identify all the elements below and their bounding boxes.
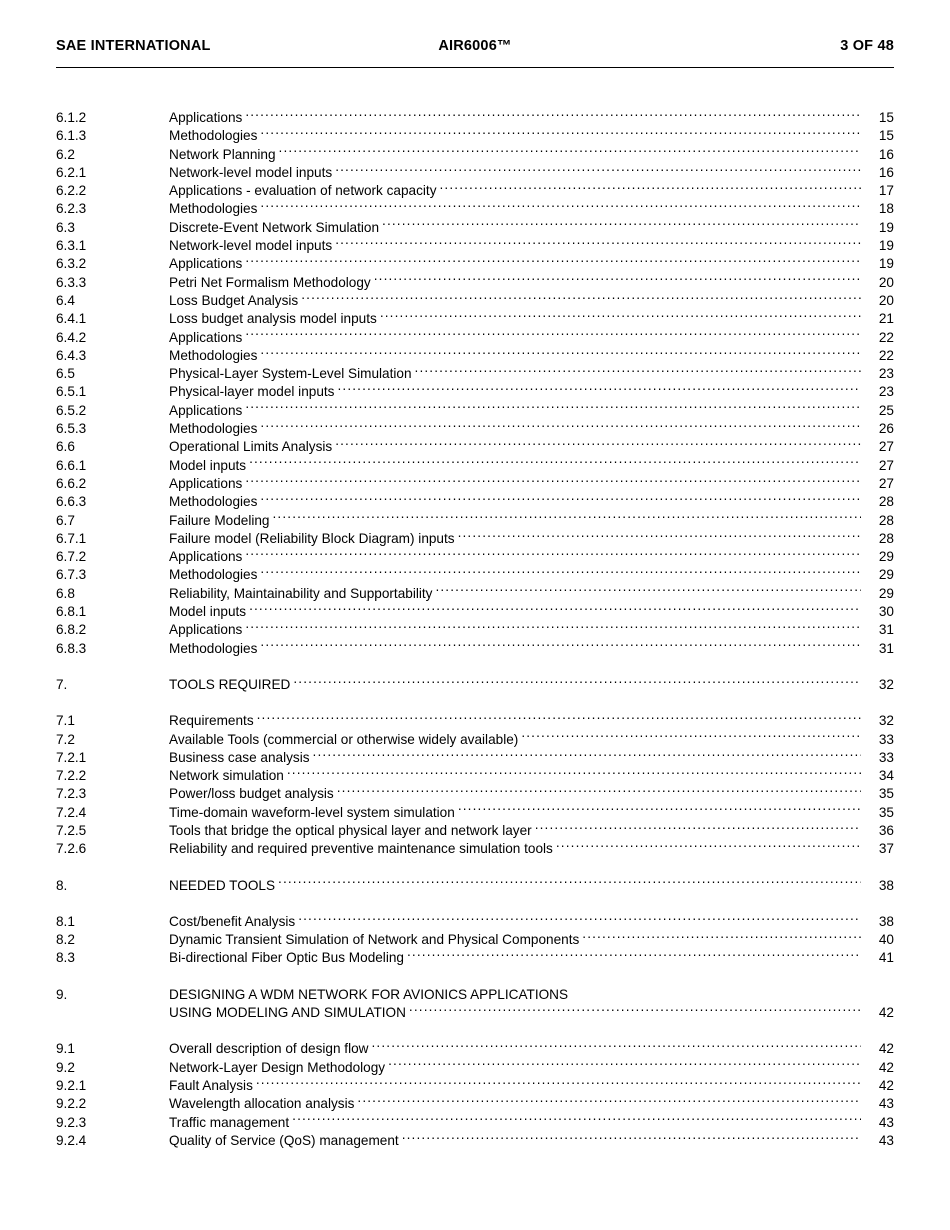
- toc-entry-title: Applications: [169, 110, 243, 125]
- toc-entry-title: Applications: [169, 622, 243, 638]
- toc-entry-page: 42: [878, 1077, 894, 1093]
- toc-leader-dots: [415, 364, 861, 378]
- header-divider: [56, 67, 894, 68]
- toc-entry[interactable]: [56, 236, 894, 254]
- toc-entry-page: 28: [878, 512, 894, 528]
- toc-entry-number: 6.4: [56, 292, 75, 308]
- toc-entry-title: Physical-Layer System-Level Simulation: [169, 366, 412, 382]
- toc-leader-dots: [245, 401, 861, 415]
- header-page-indicator: 3 OF 48: [840, 38, 894, 54]
- toc-entry-number: 7.: [56, 676, 68, 692]
- toc-entry-number: 6.3: [56, 219, 75, 235]
- toc-entry-page: 21: [878, 311, 894, 327]
- toc-entry-title: Methodologies: [169, 201, 258, 217]
- page-header: [56, 38, 894, 62]
- toc-entry[interactable]: [56, 181, 894, 199]
- toc-entry-page: 18: [878, 201, 894, 217]
- toc-entry[interactable]: [56, 639, 894, 657]
- toc-entry[interactable]: [56, 419, 894, 437]
- toc-entry[interactable]: [56, 711, 894, 729]
- toc-entry[interactable]: [56, 1113, 894, 1131]
- toc-leader-dots: [458, 529, 861, 543]
- toc-entry-number: 7.2: [56, 731, 75, 747]
- toc-entry-page: 15: [878, 110, 894, 125]
- toc-entry-page: 35: [878, 786, 894, 802]
- toc-entry-title: Methodologies: [169, 640, 258, 656]
- toc-entry-number: 6.1.3: [56, 128, 87, 144]
- toc-leader-dots: [287, 766, 861, 780]
- toc-entry-number: 6.2.3: [56, 201, 87, 217]
- toc-entry[interactable]: [56, 1131, 894, 1149]
- toc-leader-dots: [245, 108, 861, 122]
- toc-leader-dots: [298, 912, 861, 926]
- toc-entry-number: 6.3.3: [56, 274, 87, 290]
- toc-leader-dots: [245, 547, 861, 561]
- toc-entry[interactable]: [56, 584, 894, 602]
- toc-entry-number: 6.3.1: [56, 238, 87, 254]
- toc-entry-title: Methodologies: [169, 347, 258, 363]
- toc-entry-page: 27: [878, 457, 894, 473]
- toc-entry-title: Loss budget analysis model inputs: [169, 311, 377, 327]
- toc-entry-page: 33: [878, 749, 894, 765]
- toc-leader-dots: [249, 456, 861, 470]
- toc-entry-title: Overall description of design flow: [169, 1041, 369, 1057]
- toc-entry-number: 6.8.1: [56, 604, 87, 620]
- toc-entry-number: 7.2.3: [56, 786, 87, 802]
- toc-leader-dots: [245, 620, 861, 634]
- toc-entry[interactable]: [56, 382, 894, 400]
- toc-leader-dots: [245, 328, 861, 342]
- toc-leader-dots: [535, 821, 861, 835]
- toc-entry[interactable]: [56, 620, 894, 638]
- toc-entry-page: 33: [878, 731, 894, 747]
- toc-entry-number: 6.1.2: [56, 110, 87, 125]
- toc-entry-title: Model inputs: [169, 604, 247, 620]
- toc-entry-page: 36: [878, 822, 894, 838]
- toc-entry-page: 37: [878, 841, 894, 857]
- toc-entry[interactable]: [56, 565, 894, 583]
- toc-entry-number: 9.2.4: [56, 1132, 87, 1148]
- toc-entry-number: 6.7: [56, 512, 75, 528]
- toc-entry[interactable]: [56, 930, 894, 948]
- toc-entry-number: 9.2.1: [56, 1077, 87, 1093]
- toc-entry-number: 6.2.2: [56, 183, 87, 199]
- toc-entry-number: 6.3.2: [56, 256, 87, 272]
- toc-entry-title: Wavelength allocation analysis: [169, 1096, 355, 1112]
- toc-entry-title: Network-level model inputs: [169, 238, 333, 254]
- toc-entry[interactable]: [56, 218, 894, 236]
- toc-entry-number: 6.5.1: [56, 384, 87, 400]
- toc-entry[interactable]: [56, 784, 894, 802]
- toc-entry-title: Time-domain waveform-level system simulation: [169, 804, 455, 820]
- toc-entry-number: 6.8.3: [56, 640, 87, 656]
- toc-entry-title: DESIGNING A WDM NETWORK FOR AVIONICS APPLICATIONS: [169, 986, 569, 1002]
- toc-entry-number: 7.2.5: [56, 822, 87, 838]
- toc-entry-page: 22: [878, 329, 894, 345]
- toc-entry[interactable]: [56, 474, 894, 492]
- toc-entry-title: Failure Modeling: [169, 512, 270, 528]
- toc-entry-page: 23: [878, 366, 894, 382]
- toc-entry-number: 8.3: [56, 950, 75, 966]
- toc-entry-page: 20: [878, 274, 894, 290]
- toc-leader-dots: [409, 1003, 861, 1017]
- toc-leader-dots: [337, 784, 861, 798]
- toc-entry[interactable]: [56, 199, 894, 217]
- toc-entry-page: 16: [878, 164, 894, 180]
- toc-leader-dots: [440, 181, 862, 195]
- toc-entry-number: 6.5.3: [56, 421, 87, 437]
- toc-entry-number: 6.5.2: [56, 402, 87, 418]
- toc-leader-dots: [380, 309, 861, 323]
- toc-leader-dots: [374, 273, 861, 287]
- toc-leader-dots: [388, 1058, 861, 1072]
- toc-entry-title: Loss Budget Analysis: [169, 292, 299, 308]
- toc-entry-title: Applications: [169, 549, 243, 565]
- toc-entry-title: Operational Limits Analysis: [169, 439, 333, 455]
- toc-leader-dots: [313, 748, 861, 762]
- toc-entry-number: 8.: [56, 877, 68, 893]
- toc-entry-page: 38: [878, 913, 894, 929]
- toc-entry-number: 9.1: [56, 1041, 75, 1057]
- toc-leader-dots: [335, 236, 861, 250]
- toc-entry-page: 31: [878, 622, 894, 638]
- toc-leader-dots: [279, 145, 861, 159]
- toc-entry-number: 6.7.3: [56, 567, 87, 583]
- toc-entry-page: 23: [878, 384, 894, 400]
- toc-entry-number: 6.8: [56, 585, 75, 601]
- toc-entry-number: 6.6.2: [56, 475, 87, 491]
- toc-entry-page: 27: [878, 439, 894, 455]
- toc-leader-dots: [245, 474, 861, 488]
- toc-entry-number: 8.2: [56, 932, 75, 948]
- toc-leader-dots: [260, 419, 861, 433]
- toc-entry[interactable]: [56, 456, 894, 474]
- toc-entry-title: Petri Net Formalism Methodology: [169, 274, 371, 290]
- toc-entry[interactable]: [56, 309, 894, 327]
- toc-entry-title: Methodologies: [169, 494, 258, 510]
- toc-entry-title: Network-Layer Design Methodology: [169, 1059, 386, 1075]
- toc-leader-dots: [256, 1076, 861, 1090]
- toc-entry-number: 6.2.1: [56, 164, 87, 180]
- toc-entry-title: Network Planning: [169, 146, 276, 162]
- toc-entry-page: 40: [878, 932, 894, 948]
- toc-entry[interactable]: [56, 401, 894, 419]
- toc-entry-title: Cost/benefit Analysis: [169, 913, 296, 929]
- toc-entry-page: 42: [878, 1059, 894, 1075]
- toc-entry-title: Methodologies: [169, 567, 258, 583]
- toc-leader-dots: [292, 1113, 861, 1127]
- toc-entry-page: 16: [878, 146, 894, 162]
- toc-entry-title: Model inputs: [169, 457, 247, 473]
- toc-entry[interactable]: [56, 108, 894, 126]
- toc-leader-dots: [371, 1039, 861, 1053]
- toc-entry-number: 7.1: [56, 713, 75, 729]
- toc-entry-title: Reliability, Maintainability and Supportability: [169, 585, 433, 601]
- toc-entry-page: 41: [878, 950, 894, 966]
- toc-entry-page: 34: [878, 768, 894, 784]
- toc-entry-page: 32: [878, 676, 894, 692]
- toc-entry[interactable]: [56, 912, 894, 930]
- toc-entry[interactable]: [56, 1058, 894, 1076]
- toc-entry[interactable]: [56, 346, 894, 364]
- toc-entry[interactable]: [56, 437, 894, 455]
- toc-entry-title: TOOLS REQUIRED: [169, 676, 291, 692]
- toc-entry-page: 28: [878, 530, 894, 546]
- toc-entry-page: 19: [878, 256, 894, 272]
- toc-entry-number: 7.2.2: [56, 768, 87, 784]
- toc-leader-dots: [249, 602, 861, 616]
- toc-entry-page: 19: [878, 219, 894, 235]
- toc-entry-number: 7.2.4: [56, 804, 87, 820]
- toc-leader-dots: [293, 675, 861, 689]
- toc-entry-title: Reliability and required preventive maintenance simulation tools: [169, 841, 553, 857]
- toc-entry[interactable]: [56, 730, 894, 748]
- toc-entry-number: 8.1: [56, 913, 75, 929]
- toc-entry[interactable]: [56, 529, 894, 547]
- toc-entry-page: 43: [878, 1096, 894, 1112]
- toc-entry[interactable]: [56, 547, 894, 565]
- toc-entry[interactable]: [56, 145, 894, 163]
- toc-entry[interactable]: [56, 766, 894, 784]
- toc-entry-number: 7.2.6: [56, 841, 87, 857]
- toc-entry[interactable]: [56, 948, 894, 966]
- toc-leader-dots: [260, 126, 861, 140]
- toc-entry-title: Physical-layer model inputs: [169, 384, 335, 400]
- toc-entry-page: 42: [878, 1005, 894, 1021]
- toc-leader-dots: [402, 1131, 861, 1145]
- toc-entry-page: 32: [878, 713, 894, 729]
- toc-leader-dots: [278, 876, 861, 890]
- toc-entry-title: Fault Analysis: [169, 1077, 253, 1093]
- toc-entry-page: 29: [878, 549, 894, 565]
- toc-entry-number: 6.4.1: [56, 311, 87, 327]
- toc-entry-page: 43: [878, 1132, 894, 1148]
- toc-entry-title: NEEDED TOOLS: [169, 877, 276, 893]
- toc-entry[interactable]: [56, 675, 894, 693]
- toc-entry[interactable]: [56, 876, 894, 894]
- toc-entry-title: Applications: [169, 256, 243, 272]
- toc-entry-number: 6.6.1: [56, 457, 87, 473]
- toc-leader-dots: [582, 930, 861, 944]
- toc-entry[interactable]: [56, 602, 894, 620]
- toc-entry-title: Available Tools (commercial or otherwise widely available): [169, 731, 519, 747]
- toc-entry-page: 27: [878, 475, 894, 491]
- toc-entry-title: Traffic management: [169, 1114, 290, 1130]
- toc-entry[interactable]: [56, 1094, 894, 1112]
- toc-entry-page: 25: [878, 402, 894, 418]
- toc-entry-title: Discrete-Event Network Simulation: [169, 219, 380, 235]
- toc-entry-number: 9.: [56, 986, 68, 1002]
- toc-leader-dots: [458, 803, 861, 817]
- toc-entry-page: 42: [878, 1041, 894, 1057]
- toc-entry-page: 29: [878, 567, 894, 583]
- toc-entry-page: 28: [878, 494, 894, 510]
- toc-entry-title: Failure model (Reliability Block Diagram) inputs: [169, 530, 455, 546]
- toc-entry-number: 6.2: [56, 146, 75, 162]
- toc-leader-dots: [335, 437, 861, 451]
- toc-entry[interactable]: [56, 126, 894, 144]
- toc-leader-dots: [556, 839, 861, 853]
- toc-entry-page: 19: [878, 238, 894, 254]
- toc-leader-dots: [260, 346, 861, 360]
- toc-entry-page: 22: [878, 347, 894, 363]
- toc-entry-number: 6.7.2: [56, 549, 87, 565]
- toc-entry-page: 38: [878, 877, 894, 893]
- toc-entry[interactable]: [56, 291, 894, 309]
- toc-entry-number: 7.2.1: [56, 749, 87, 765]
- toc-entry-page: 20: [878, 292, 894, 308]
- toc-entry-title: Applications: [169, 475, 243, 491]
- toc-entry-title: USING MODELING AND SIMULATION: [169, 1005, 406, 1021]
- toc-entry-page: 31: [878, 640, 894, 656]
- toc-leader-dots: [301, 291, 861, 305]
- toc-entry-number: 6.4.2: [56, 329, 87, 345]
- toc-entry[interactable]: [56, 273, 894, 291]
- toc-leader-dots: [382, 218, 861, 232]
- toc-entry[interactable]: [56, 985, 894, 1003]
- toc-entry-number: 6.7.1: [56, 530, 87, 546]
- toc-entry-title: Methodologies: [169, 421, 258, 437]
- toc-entry-page: 26: [878, 421, 894, 437]
- toc-entry-number: 6.8.2: [56, 622, 87, 638]
- toc-entry-page: 43: [878, 1114, 894, 1130]
- toc-entry-page: 17: [878, 183, 894, 199]
- toc-entry[interactable]: [56, 1076, 894, 1094]
- toc-leader-dots: [260, 199, 861, 213]
- toc-entry[interactable]: [56, 328, 894, 346]
- header-document-id: AIR6006™: [438, 38, 512, 54]
- toc-entry-title: Methodologies: [169, 128, 258, 144]
- toc-entry-title: Dynamic Transient Simulation of Network and Physical Components: [169, 932, 580, 948]
- toc-entry[interactable]: [56, 163, 894, 181]
- toc-entry-page: 15: [878, 128, 894, 144]
- toc-entry-title: Business case analysis: [169, 749, 310, 765]
- toc-entry-number: 6.5: [56, 366, 75, 382]
- toc-entry-page: 30: [878, 604, 894, 620]
- toc-entry-title: Requirements: [169, 713, 254, 729]
- toc-entry[interactable]: [56, 839, 894, 857]
- toc-leader-dots: [521, 730, 861, 744]
- toc-leader-dots: [260, 565, 861, 579]
- toc-leader-dots: [407, 948, 861, 962]
- toc-entry-number: 6.6: [56, 439, 75, 455]
- toc-entry[interactable]: [56, 492, 894, 510]
- toc-entry-number: 9.2.2: [56, 1096, 87, 1112]
- toc-entry-title: Power/loss budget analysis: [169, 786, 334, 802]
- toc-leader-dots: [260, 639, 861, 653]
- toc-entry[interactable]: [56, 1039, 894, 1057]
- toc-entry-page: 35: [878, 804, 894, 820]
- table-of-contents: [56, 108, 894, 1149]
- toc-entry-number: 9.2: [56, 1059, 75, 1075]
- toc-entry[interactable]: [56, 803, 894, 821]
- toc-entry-number: 6.4.3: [56, 347, 87, 363]
- toc-leader-dots: [435, 584, 861, 598]
- toc-entry-title: Bi-directional Fiber Optic Bus Modeling: [169, 950, 404, 966]
- toc-entry[interactable]: [56, 748, 894, 766]
- toc-entry-title: Applications: [169, 329, 243, 345]
- toc-leader-dots: [335, 163, 861, 177]
- toc-entry-title: Network simulation: [169, 768, 284, 784]
- toc-entry[interactable]: [56, 821, 894, 839]
- toc-entry-number: 9.2.3: [56, 1114, 87, 1130]
- toc-leader-dots: [357, 1094, 861, 1108]
- header-organization: SAE INTERNATIONAL: [56, 38, 211, 54]
- toc-leader-dots: [337, 382, 861, 396]
- toc-entry-page: 29: [878, 585, 894, 601]
- toc-entry-title: Quality of Service (QoS) management: [169, 1132, 399, 1148]
- toc-entry[interactable]: [56, 1003, 894, 1021]
- toc-leader-dots: [260, 492, 861, 506]
- toc-entry[interactable]: [56, 254, 894, 272]
- toc-entry-number: 6.6.3: [56, 494, 87, 510]
- toc-leader-dots: [273, 511, 862, 525]
- toc-leader-dots: [245, 254, 861, 268]
- toc-entry-title: Applications: [169, 402, 243, 418]
- toc-entry-title: Network-level model inputs: [169, 164, 333, 180]
- toc-entry-title: Applications - evaluation of network capacity: [169, 183, 437, 199]
- toc-entry[interactable]: [56, 364, 894, 382]
- toc-leader-dots: [257, 711, 861, 725]
- toc-entry-title: Tools that bridge the optical physical layer and network layer: [169, 822, 532, 838]
- toc-entry[interactable]: [56, 511, 894, 529]
